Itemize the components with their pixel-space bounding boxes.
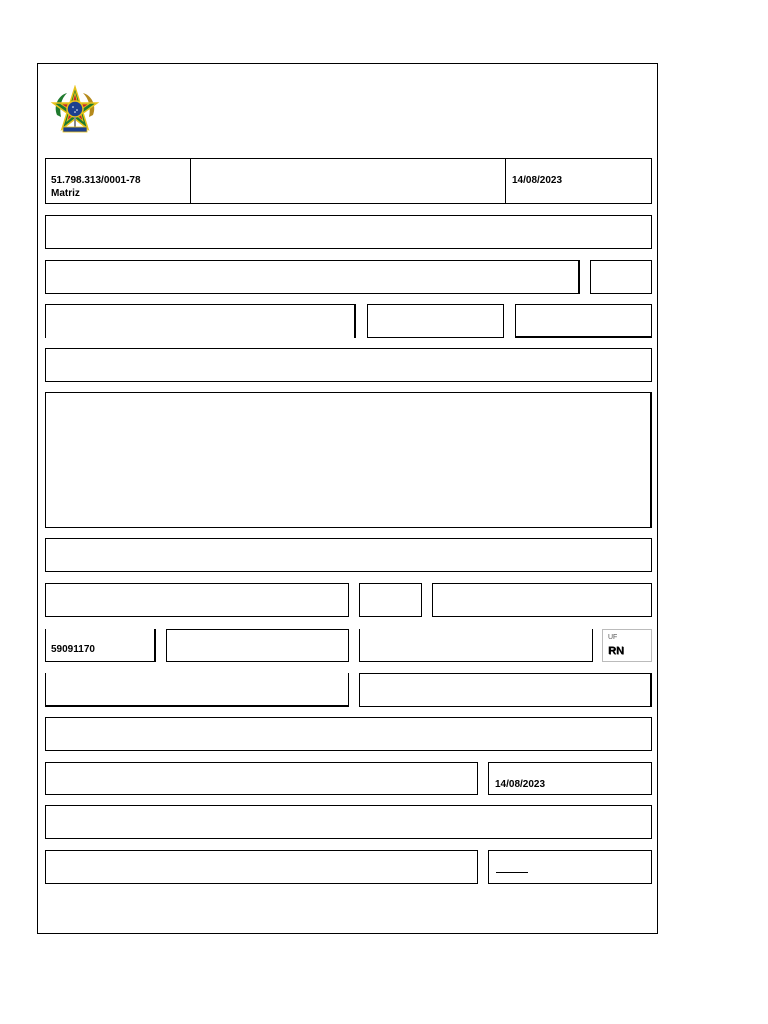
uf-label: UF: [608, 634, 618, 641]
field-box-4a: [45, 304, 356, 338]
brazil-coat-of-arms-icon: [49, 85, 101, 137]
district-box: [166, 629, 349, 662]
special-status-date-placeholder-line: [496, 872, 528, 873]
number-box: [359, 583, 422, 617]
secondary-activities-box: [45, 392, 652, 528]
trade-name-box: [45, 260, 580, 294]
special-status-box: [45, 850, 478, 884]
status-date-value: 14/08/2023: [495, 779, 546, 790]
cnpj-value: 51.798.313/0001-78: [51, 175, 141, 186]
city-box: [359, 629, 593, 662]
title-box: [190, 158, 506, 204]
cep-value: 59091170: [51, 644, 95, 655]
establishment-type-value: Matriz: [51, 188, 80, 199]
size-box: [590, 260, 652, 294]
field-box-4c: [515, 304, 652, 338]
registration-status-box: [45, 762, 478, 795]
status-date-box: [488, 762, 652, 795]
complement-box: [432, 583, 652, 617]
field-box-4b: [367, 304, 504, 338]
cep-box: [45, 629, 156, 662]
street-box: [45, 583, 349, 617]
opening-date-value: 14/08/2023: [512, 175, 563, 186]
opening-date-box: [505, 158, 652, 204]
special-status-date-box: [488, 850, 652, 884]
uf-value: RN: [608, 645, 624, 657]
legal-nature-box: [45, 538, 652, 572]
uf-box: [602, 629, 652, 662]
main-activity-box: [45, 348, 652, 382]
email-box: [45, 673, 349, 707]
responsible-entity-box: [45, 717, 652, 751]
company-name-box: [45, 215, 652, 249]
phone-box: [359, 673, 652, 707]
status-reason-box: [45, 805, 652, 839]
cnpj-box: [45, 158, 191, 204]
